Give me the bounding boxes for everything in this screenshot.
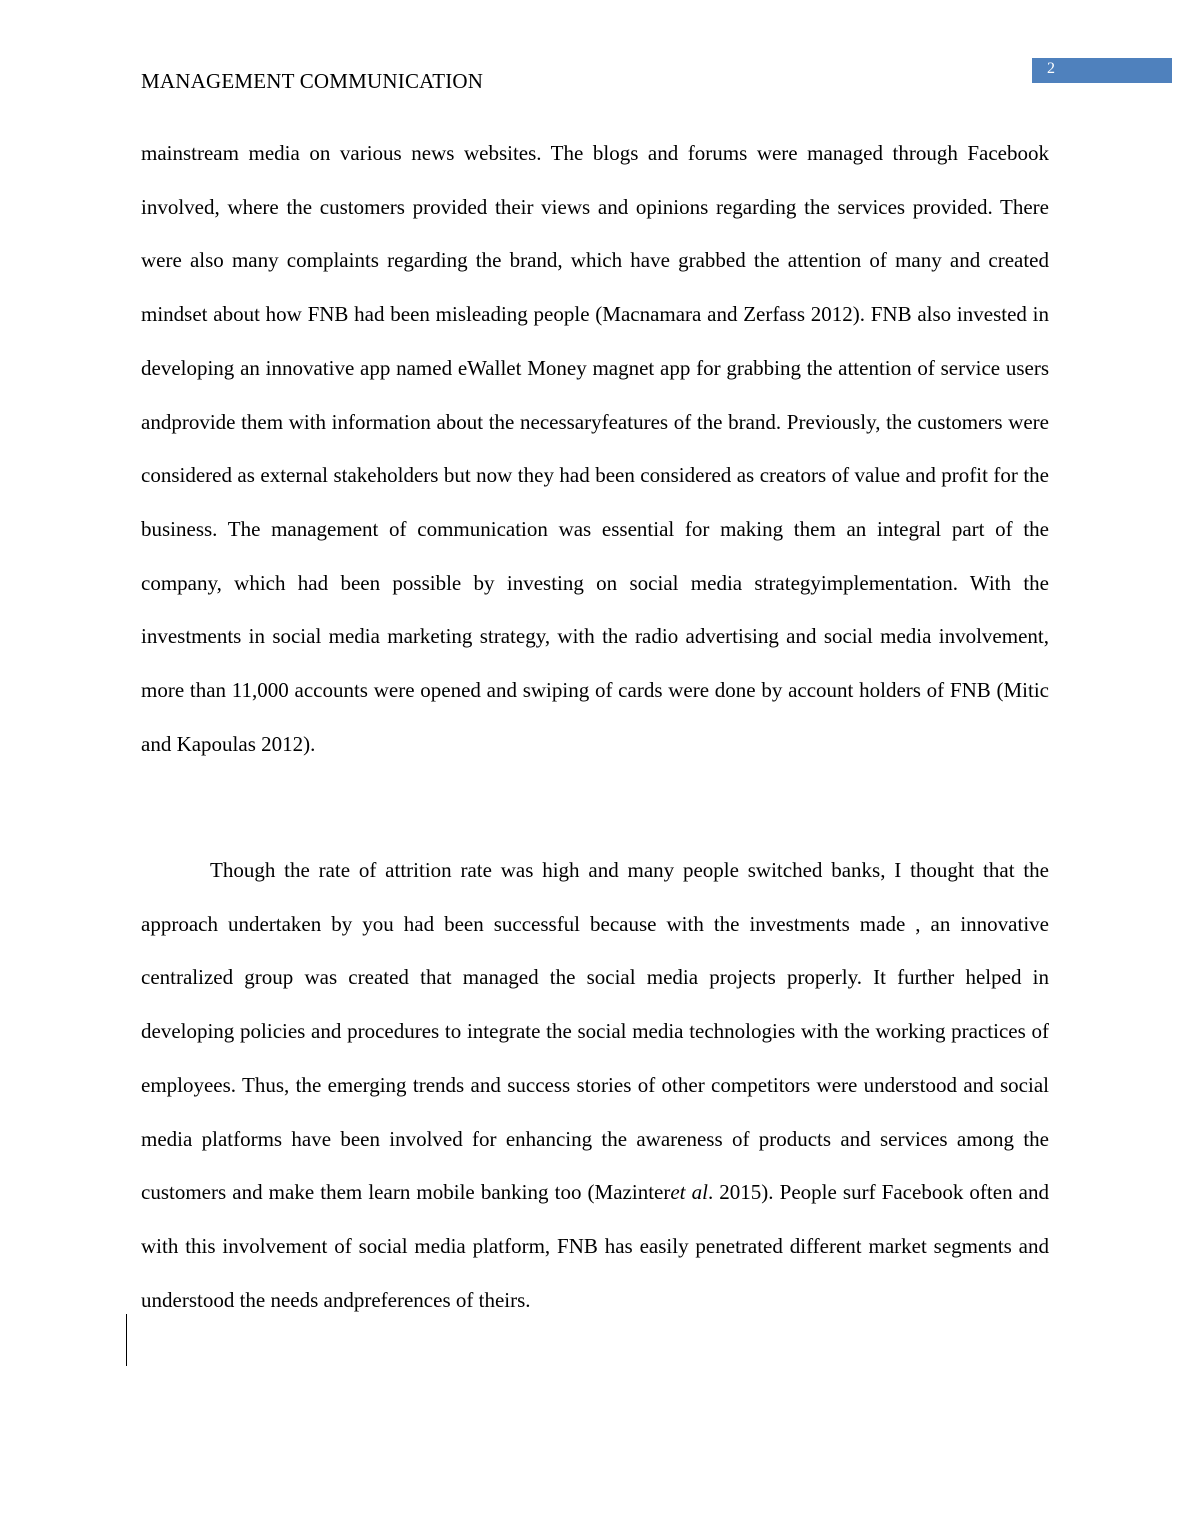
- body-paragraph-2: [141, 844, 1049, 1327]
- paragraph-2-text-end: . 2015). People surf Facebook often and with this involvement of social media platform, FNB has easily penetrated different market segments and understood the needs andpreferences of theirs.: [141, 1180, 1049, 1312]
- text-cursor-bar: [126, 1314, 127, 1366]
- page-number-badge: [1032, 58, 1172, 83]
- body-paragraph-1: mainstream media on various news websites. The blogs and forums were managed through Facebook involved, where the customers provided their views and opinions regarding the services provided. There were also many complaints regarding the brand, which have grabbed the attention of many and created mindset about how FNB had been misleading people (Macnamara and Zerfass 2012). FNB also invested in developing an innovative app named eWallet Money magnet app for grabbing the attention of service users andprovide them with information about the necessaryfeatures of the brand. Previously, the customers were considered as external stakeholders but now they had been considered as creators of value and profit for the business. The management of communication was essential for making them an integral part of the company, which had been possible by investing on social media strategyimplementation. With the investments in social media marketing strategy, with the radio advertising and social media involvement, more than 11,000 accounts were opened and swiping of cards were done by account holders of FNB (Mitic and Kapoulas 2012).: [141, 141, 1049, 756]
- paragraph-2-text-start: Though the rate of attrition rate was high and many people switched banks, I thought that the approach undertaken by you had been successful because with the investments made , an innovative centralized group was created that managed the social media projects properly. It further helped in developing policies and procedures to integrate the social media technologies with the working practices of employees. Thus, the emerging trends and success stories of other competitors were understood and social media platforms have been involved for enhancing the awareness of products and services among the customers and make them learn mobile banking too (Mazinter: [141, 858, 1049, 1205]
- citation-et-al: et al: [670, 1180, 708, 1205]
- running-header-title: MANAGEMENT COMMUNICATION: [141, 69, 484, 93]
- page-number: 2: [1047, 60, 1055, 77]
